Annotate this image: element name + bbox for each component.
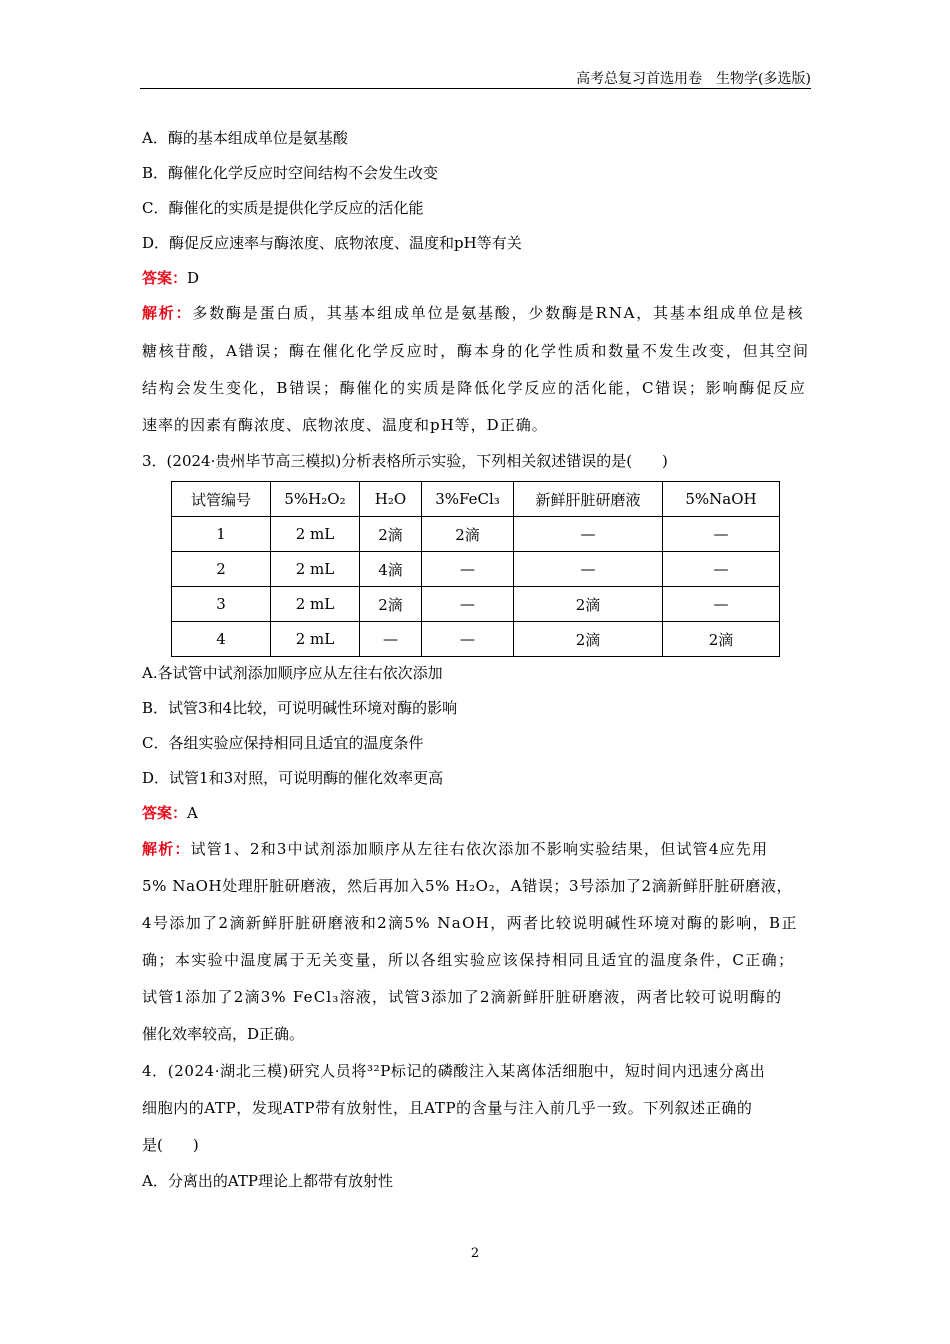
q2-option-b: B．酶催化化学反应时空间结构不会发生改变 [142, 164, 439, 182]
table-cell: 2滴 [360, 517, 422, 552]
q2-option-d: D．酶促反应速率与酶浓度、底物浓度、温度和pH等有关 [142, 234, 522, 252]
q2-option-c: C．酶催化的实质是提供化学反应的活化能 [142, 199, 424, 217]
q3-analysis-line-5: 试管1添加了2滴3% FeCl₃溶液，试管3添加了2滴新鲜肝脏研磨液，两者比较可说明酶的 [142, 988, 783, 1006]
table-header-cell: 5%NaOH [663, 482, 780, 517]
table-cell: — [422, 552, 514, 587]
table-cell: 2滴 [514, 587, 663, 622]
q2-analysis-line-3: 结构会发生变化，B错误；酶催化的实质是降低化学反应的活化能，C错误；影响酶促反应 [142, 379, 807, 397]
table-cell: 2 mL [271, 552, 360, 587]
q2-option-a: A．酶的基本组成单位是氨基酸 [142, 129, 348, 147]
q4-option-a: A．分离出的ATP理论上都带有放射性 [142, 1172, 393, 1190]
table-row [172, 622, 780, 657]
q3-analysis-text-1: 试管1、2和3中试剂添加顺序从左往右依次添加不影响实验结果，但试管4应先用 [190, 840, 769, 858]
table-row [172, 587, 780, 622]
q2-answer [142, 267, 199, 289]
q3-option-b: B．试管3和4比较，可说明碱性环境对酶的影响 [142, 699, 458, 717]
table-row [172, 517, 780, 552]
q3-analysis-label: 解析： [142, 840, 191, 858]
table-header-cell: 新鲜肝脏研磨液 [514, 482, 663, 517]
q3-analysis-line-3: 4号添加了2滴新鲜肝脏研磨液和2滴5% NaOH，两者比较说明碱性环境对酶的影响，B正 [142, 914, 798, 932]
table-cell: 1 [172, 517, 271, 552]
q3-option-a: A.各试管中试剂添加顺序应从左往右依次添加 [142, 664, 443, 682]
table-header-cell: 3%FeCl₃ [422, 482, 514, 517]
q2-answer-label: 答案： [142, 269, 188, 287]
table-cell: 2 mL [271, 587, 360, 622]
q2-analysis-label: 解析： [142, 304, 193, 322]
table-cell: — [514, 552, 663, 587]
q3-analysis-line-1 [142, 838, 768, 860]
table-cell: — [663, 517, 780, 552]
q3-answer-value: A [187, 804, 198, 822]
q3-option-d: D．试管1和3对照，可说明酶的催化效率更高 [142, 769, 444, 787]
table-cell: 2滴 [663, 622, 780, 657]
table-cell: — [514, 517, 663, 552]
q2-analysis-text-1: 多数酶是蛋白质，其基本组成单位是氨基酸，少数酶是RNA，其基本组成单位是核 [192, 304, 805, 322]
table-cell: 3 [172, 587, 271, 622]
q2-analysis-line-1 [142, 302, 804, 324]
table-cell: 2 mL [271, 517, 360, 552]
table-cell: 2 [172, 552, 271, 587]
q4-stem-line-3: 是( ) [142, 1136, 199, 1154]
page-header [140, 64, 811, 89]
table-cell: — [663, 552, 780, 587]
q3-analysis-line-2: 5% NaOH处理肝脏研磨液，然后再加入5% H₂O₂，A错误；3号添加了2滴新鲜肝脏研磨液， [142, 877, 793, 895]
q3-stem: 3．(2024·贵州毕节高三模拟)分析表格所示实验，下列相关叙述错误的是( ) [142, 452, 668, 470]
table-cell: — [422, 622, 514, 657]
table-header-cell: 5%H₂O₂ [271, 482, 360, 517]
q3-answer-label: 答案： [142, 804, 188, 822]
page-number: 2 [470, 1246, 480, 1261]
table-cell: 2滴 [360, 587, 422, 622]
q3-option-c: C．各组实验应保持相同且适宜的温度条件 [142, 734, 424, 752]
q4-stem-line-2: 细胞内的ATP，发现ATP带有放射性，且ATP的含量与注入前几乎一致。下列叙述正确的 [142, 1099, 753, 1117]
table-cell: 4 [172, 622, 271, 657]
header-title: 高考总复习首选用卷 生物学(多选版) [576, 71, 811, 87]
table-row [172, 552, 780, 587]
table-header-row [172, 482, 780, 517]
q4-stem-line-1: 4．(2024·湖北三模)研究人员将³²P标记的磷酸注入某离体活细胞中，短时间内迅速分离出 [142, 1062, 766, 1080]
q2-answer-value: D [187, 269, 200, 287]
table-cell: — [422, 587, 514, 622]
table-cell: 4滴 [360, 552, 422, 587]
q3-experiment-table [171, 481, 780, 657]
q2-analysis-line-4: 速率的因素有酶浓度、底物浓度、温度和pH等，D正确。 [142, 416, 548, 434]
table-cell: 2滴 [514, 622, 663, 657]
table-cell: — [663, 587, 780, 622]
table-cell: 2滴 [422, 517, 514, 552]
q3-analysis-line-4: 确；本实验中温度属于无关变量，所以各组实验应该保持相同且适宜的温度条件，C正确； [142, 951, 795, 969]
table-cell: 2 mL [271, 622, 360, 657]
q2-analysis-line-2: 糖核苷酸，A错误；酶在催化化学反应时，酶本身的化学性质和数量不发生改变，但其空间 [142, 342, 810, 360]
table-header-cell: 试管编号 [172, 482, 271, 517]
q3-answer [142, 802, 198, 824]
q3-analysis-line-6: 催化效率较高，D正确。 [142, 1025, 305, 1043]
table-header-cell: H₂O [360, 482, 422, 517]
table-cell: — [360, 622, 422, 657]
